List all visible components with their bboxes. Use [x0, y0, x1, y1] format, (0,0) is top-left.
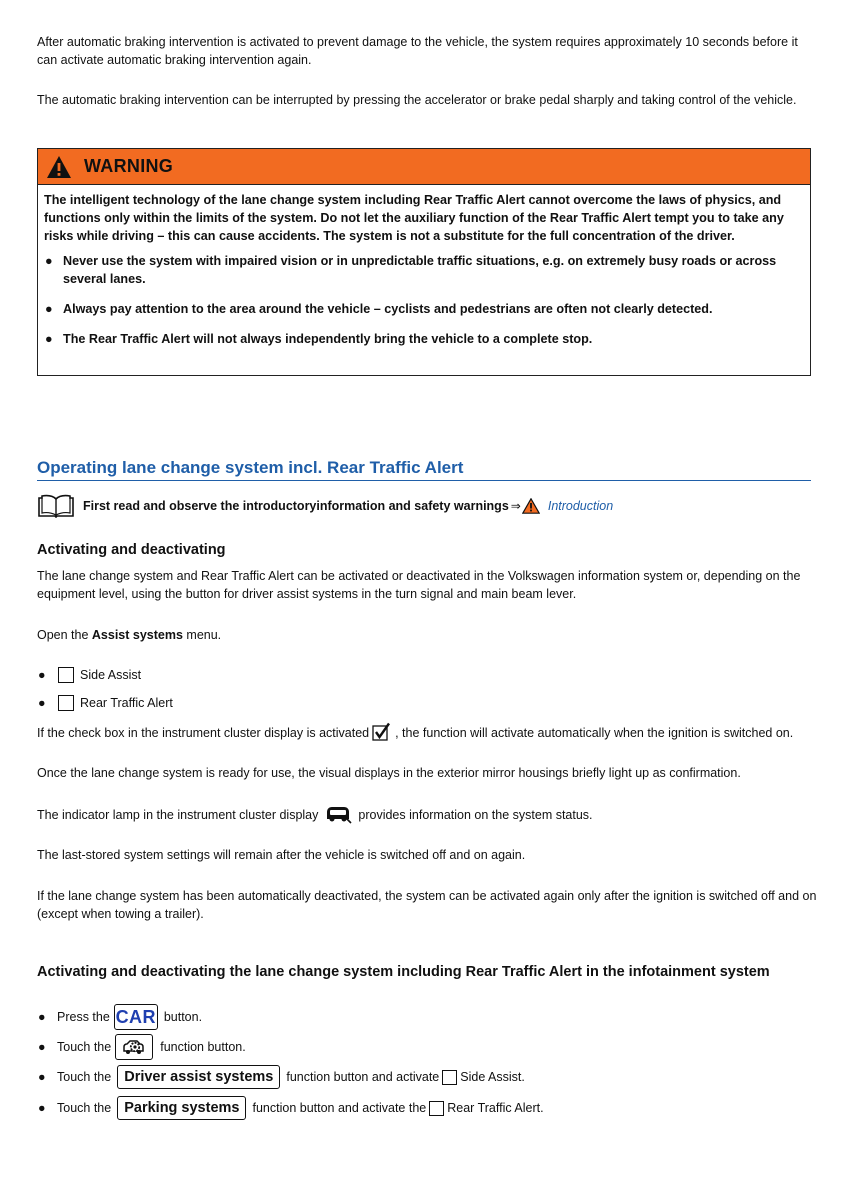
bullet-icon: ● [38, 1040, 46, 1054]
checkbox-explanation: If the check box in the instrument cluster display is activated , the function will activate automatically when the ignition is switched on. [37, 722, 817, 742]
warning-icon [522, 498, 540, 514]
first-read-note [37, 494, 613, 518]
warning-text: The intelligent technology of the lane change system including Rear Traffic Alert cannot overcome the laws of physics, and functions only within the limits of the system. Do not let the auxiliary function of the Rear Traffic Alert tempt you to take any risks while driving – this can cause accidents. The system is not a substitute for the full concentration of the driver. [44, 193, 784, 243]
option-side-assist: ● Side Assist [38, 668, 142, 682]
driver-assist-systems-button[interactable]: Driver assist systems [117, 1065, 280, 1089]
settings-function-button[interactable] [115, 1034, 153, 1060]
heading-infotainment: Activating and deactivating the lane change system including Rear Traffic Alert in the infotainment system [37, 964, 770, 980]
bullet-icon: ● [45, 254, 53, 268]
deactivated-paragraph: If the lane change system has been automatically deactivated, the system can be activated again only after the ignition is switched off and on (except when towing a trailer). [37, 889, 817, 921]
bullet-icon: ● [38, 1101, 46, 1115]
checkbox-icon [429, 1101, 444, 1116]
bullet-icon: ● [45, 302, 53, 316]
parking-systems-button[interactable]: Parking systems [117, 1096, 246, 1120]
list-item: ● The Rear Traffic Alert will not always independently bring the vehicle to a complete stop. [45, 332, 593, 346]
step-driver-assist: ● Touch the Driver assist systems function button and activate Side Assist. [37, 1063, 525, 1091]
warning-bullets [44, 252, 804, 348]
checkbox-icon [58, 695, 74, 711]
step-press-car: ● Press the CAR button. [37, 1003, 202, 1031]
arrow-icon: ⇒ [510, 499, 521, 513]
stored-paragraph: The last-stored system settings will remain after the vehicle is switched off and on again. [37, 848, 526, 862]
option-rear-traffic-alert: ● Rear Traffic Alert [38, 696, 173, 710]
intro-paragraph-1: After automatic braking intervention is activated to prevent damage to the vehicle, the system requires approximately 10 seconds before it can activate automatic braking intervention again. [37, 35, 798, 67]
bullet-icon: ● [38, 696, 46, 710]
warning-header [38, 149, 810, 185]
step-touch-settings: ● Touch the function button. [37, 1033, 246, 1061]
checkbox-icon [442, 1070, 457, 1085]
introduction-link[interactable]: Introduction [547, 499, 614, 513]
indicator-paragraph: The indicator lamp in the instrument cluster display provides information on the system status. [37, 804, 817, 824]
checked-checkbox-icon [372, 722, 392, 742]
lane-change-indicator-icon [324, 804, 352, 824]
warning-icon [46, 155, 72, 179]
activating-paragraph: The lane change system and Rear Traffic Alert can be activated or deactivated in the Volkswagen information system or, depending on the equipment level, using the button for driver assist systems in the turn signal and main beam lever. [37, 569, 801, 601]
warning-box [37, 148, 811, 376]
ready-paragraph: Once the lane change system is ready for use, the visual displays in the exterior mirror housings briefly light up as confirmation. [37, 766, 741, 780]
bullet-icon: ● [38, 1070, 46, 1084]
bullet-icon: ● [38, 668, 46, 682]
assist-systems-menu: Assist systems [91, 628, 183, 642]
step-parking-systems: ● Touch the Parking systems function button and activate the Rear Traffic Alert. [37, 1094, 544, 1122]
list-item: ● Always pay attention to the area around the vehicle – cyclists and pedestrians are often not clearly detected. [45, 302, 713, 316]
open-menu-text: Open the Assist systems menu. [37, 628, 222, 642]
section-title: Operating lane change system incl. Rear Traffic Alert [37, 458, 811, 481]
bullet-icon: ● [45, 332, 53, 346]
settings-car-icon [121, 1037, 147, 1057]
book-icon [37, 494, 75, 518]
warning-body [38, 185, 810, 348]
car-button[interactable]: CAR [114, 1004, 158, 1030]
heading-activating: Activating and deactivating [37, 542, 226, 558]
warning-title: WARNING [84, 156, 174, 176]
list-item: ● Never use the system with impaired vision or in unpredictable traffic situations, e.g. on extremely busy roads or across several lanes. [45, 254, 777, 286]
first-read-text: First read and observe the introductoryinformation and safety warnings [83, 499, 509, 513]
bullet-icon: ● [38, 1010, 46, 1024]
intro-paragraph-2: The automatic braking intervention can be interrupted by pressing the accelerator or brake pedal sharply and taking control of the vehicle. [37, 93, 797, 107]
checkbox-icon [58, 667, 74, 683]
